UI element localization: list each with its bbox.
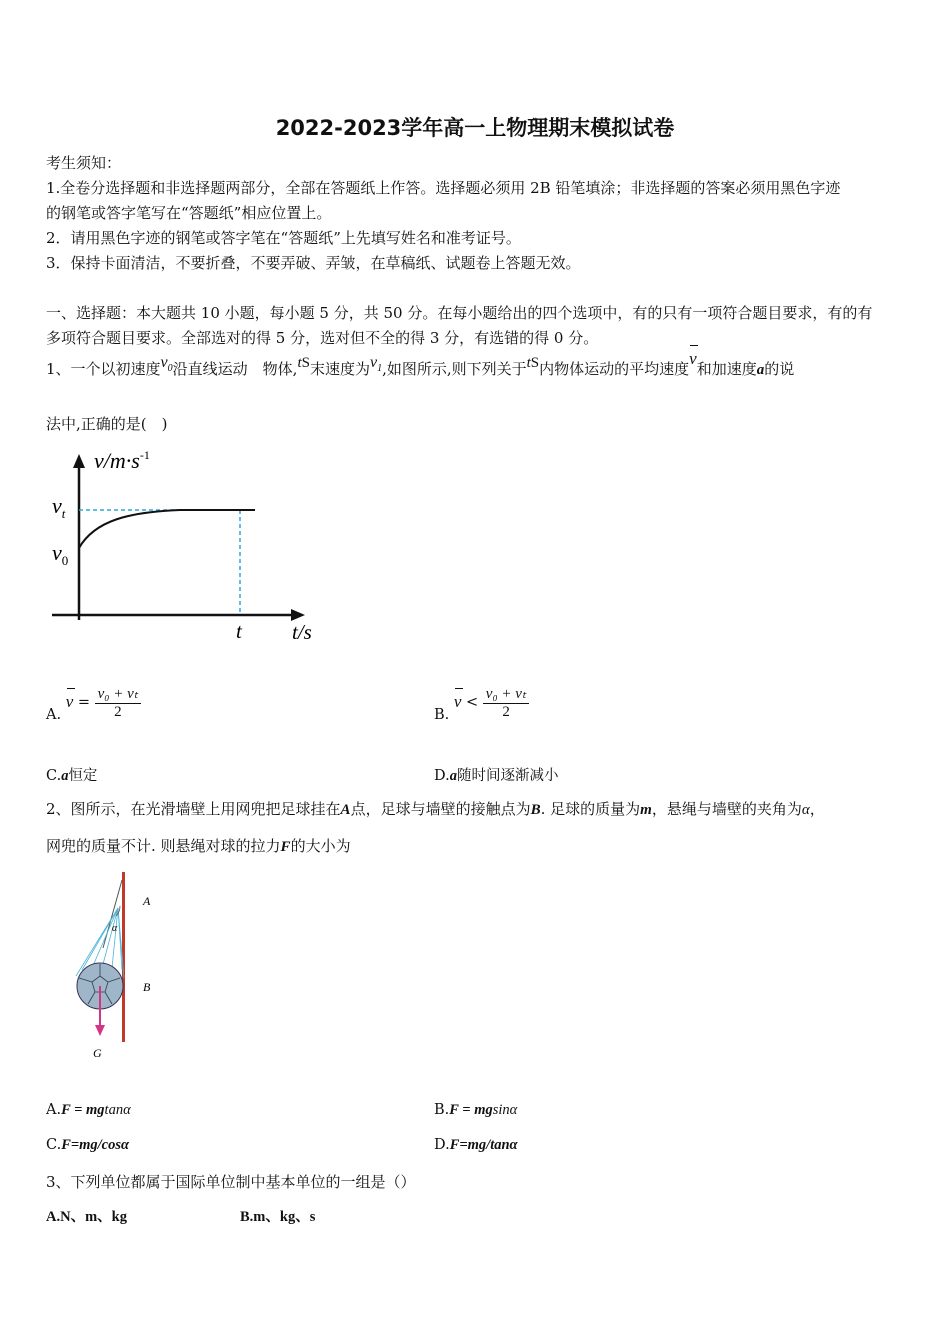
q1-option-d[interactable]: D.a随时间逐渐减小 <box>434 768 559 784</box>
q2-football-figure <box>70 868 170 1063</box>
fig-label-alpha: α <box>112 923 118 934</box>
q2-option-a[interactable]: A.F = mgtanα <box>46 1102 131 1118</box>
x-axis-label: t/s <box>292 620 312 644</box>
section-intro: 一、选择题：本大题共 10 小题，每小题 5 分，共 50 分。在每小题给出的四个选项中，有的只有一项符合题目要求，有的有 <box>46 304 873 322</box>
notice-item-1-cont: 的钢笔或答字笔写在“答题纸”相应位置上。 <box>46 204 332 222</box>
q1-option-c[interactable]: C.a恒定 <box>46 768 98 784</box>
notice-item-1: 1.全卷分选择题和非选择题两部分，全部在答题纸上作答。选择题必须用 2B 铅笔填涂；非选择题的答案必须用黑色字迹 <box>46 179 841 197</box>
q3-option-b[interactable]: B.m、kg、s <box>240 1209 316 1225</box>
q1-option-a[interactable]: A. v = $\frac{\text{v₀ + vₜ}}{2}$ <box>46 684 141 721</box>
q2-option-d[interactable]: D.F=mg/tanα <box>434 1137 518 1153</box>
velocity-curve <box>79 510 255 548</box>
q3-option-a[interactable]: A.N、m、kg <box>46 1209 127 1225</box>
q1-option-b[interactable]: B. v < $\frac{\text{v₀ + vₜ}}{2}$ <box>434 684 529 721</box>
fig-label-a: A <box>143 894 151 908</box>
fig-label-b: B <box>143 980 151 994</box>
page-title: 2022-2023学年高一上物理期末模拟试卷 <box>275 116 675 140</box>
y-axis-label: $v/m\cdot s^{-1}$ <box>94 448 150 473</box>
notice-item-3: 3．保持卡面清洁，不要折叠，不要弄破、弄皱，在草稿纸、试题卷上答题无效。 <box>46 254 581 272</box>
notice-item-2: 2．请用黑色字迹的钢笔或答字笔在“答题纸”上先填写姓名和准考证号。 <box>46 229 521 247</box>
t-tick-label: t <box>236 619 242 643</box>
v0-label: $v_0$ <box>52 540 69 568</box>
fig-label-g: G <box>93 1046 102 1060</box>
gravity-arrowhead-icon <box>95 1025 105 1036</box>
vt-label: $v_t$ <box>52 493 66 521</box>
q3-stem: 3、下列单位都属于国际单位制中基本单位的一组是（） <box>46 1173 416 1191</box>
rope <box>103 880 122 948</box>
q2-option-b[interactable]: B.F = mgsinα <box>434 1102 518 1118</box>
q1-stem-cont: 法中,正确的是( ) <box>46 415 168 433</box>
q1-vt-graph <box>40 440 340 650</box>
q2-stem-cont: 网兜的质量不计. 则悬绳对球的拉力F的大小为 <box>46 837 351 855</box>
notice-heading: 考生须知： <box>46 154 122 172</box>
q1-stem: 1、一个以初速度$v_0$沿直线运动 物体,tS末速度为$v_1$,如图所示,则下列关于tS内物体运动的平均速度v和加速度a的说 <box>46 349 795 378</box>
q2-stem: 2、图所示，在光滑墙壁上用网兜把足球挂在A点，足球与墙壁的接触点为B. 足球的质量为m，悬绳与墙壁的夹角为α， <box>46 800 825 818</box>
y-axis-arrow-icon <box>73 454 85 468</box>
q2-option-c[interactable]: C.F=mg/cosα <box>46 1137 130 1153</box>
section-intro-cont: 多项符合题目要求。全部选对的得 5 分，选对但不全的得 3 分，有选错的得 0 分。 <box>46 329 599 347</box>
